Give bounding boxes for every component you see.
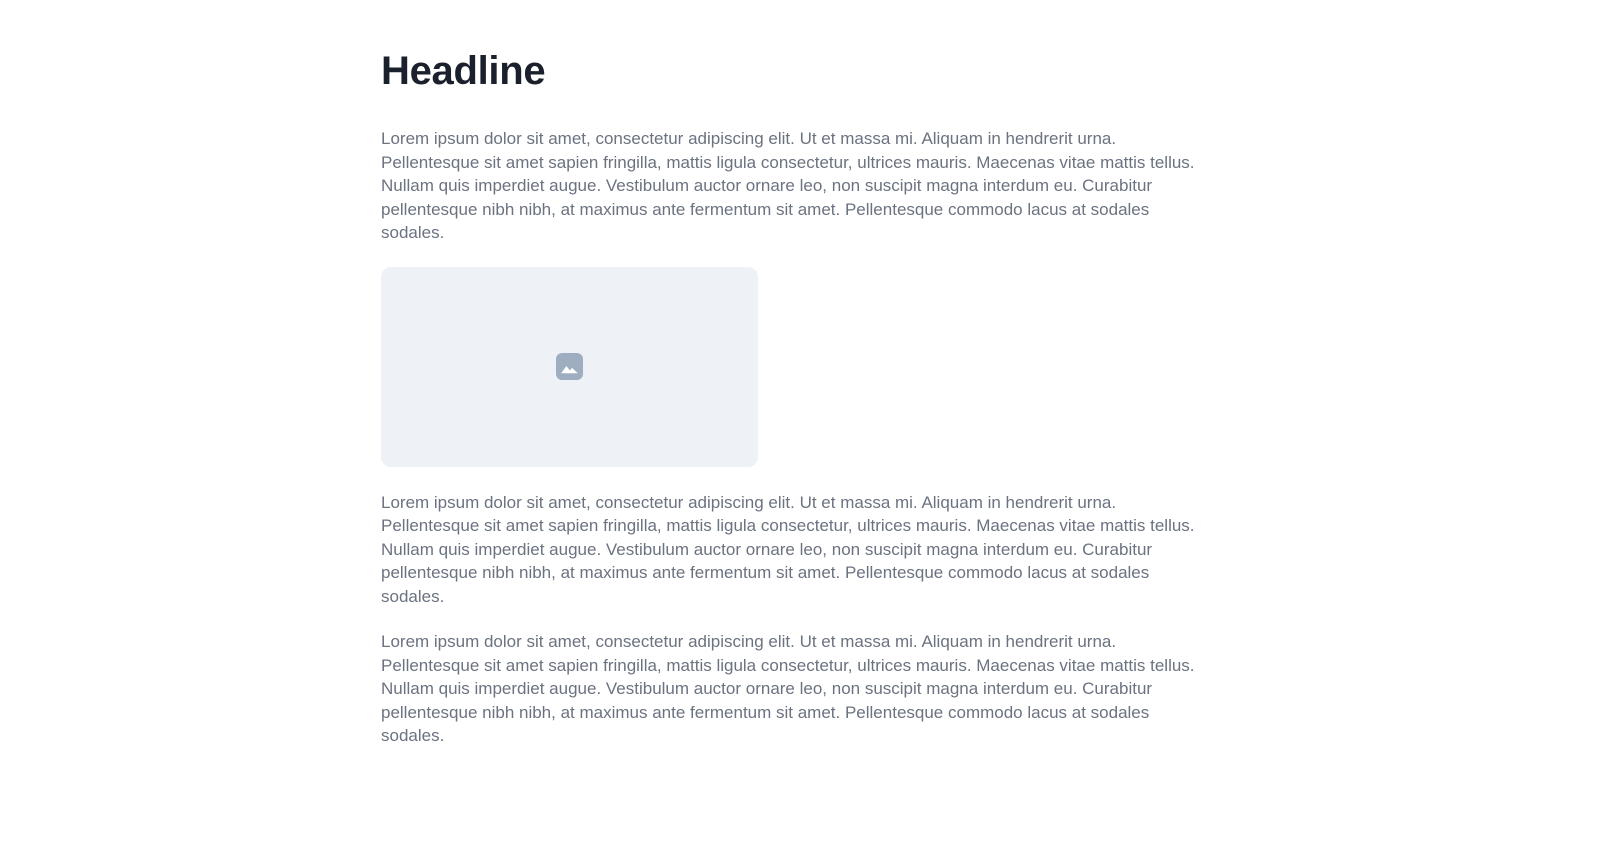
article — [381, 0, 1203, 748]
paragraph-2: Lorem ipsum dolor sit amet, consectetur adipiscing elit. Ut et massa mi. Aliquam in hendrerit urna. Pellentesque sit amet sapien fringilla, mattis ligula consectetur, ultrices mauris. Maecenas vitae mattis tellus. Nullam quis imperdiet augue. Vestibulum auctor ornare leo, non suscipit magna interdum eu. Curabitur pellentesque nibh nibh, at maximus ante fermentum sit amet. Pellentesque commodo lacus at sodales sodales. — [381, 492, 1195, 606]
page-title: Headline — [381, 49, 546, 93]
paragraph-1: Lorem ipsum dolor sit amet, consectetur adipiscing elit. Ut et massa mi. Aliquam in hendrerit urna. Pellentesque sit amet sapien fringilla, mattis ligula consectetur, ultrices mauris. Maecenas vitae mattis tellus. Nullam quis imperdiet augue. Vestibulum auctor ornare leo, non suscipit magna interdum eu. Curabitur pellentesque nibh nibh, at maximus ante fermentum sit amet. Pellentesque commodo lacus at sodales sodales. — [381, 129, 1195, 242]
image-icon — [556, 353, 583, 380]
paragraph-3: Lorem ipsum dolor sit amet, consectetur adipiscing elit. Ut et massa mi. Aliquam in hendrerit urna. Pellentesque sit amet sapien fringilla, mattis ligula consectetur, ultrices mauris. Maecenas vitae mattis tellus. Nullam quis imperdiet augue. Vestibulum auctor ornare leo, non suscipit magna interdum eu. Curabitur pellentesque nibh nibh, at maximus ante fermentum sit amet. Pellentesque commodo lacus at sodales sodales. — [381, 632, 1195, 745]
image-placeholder — [381, 267, 758, 467]
